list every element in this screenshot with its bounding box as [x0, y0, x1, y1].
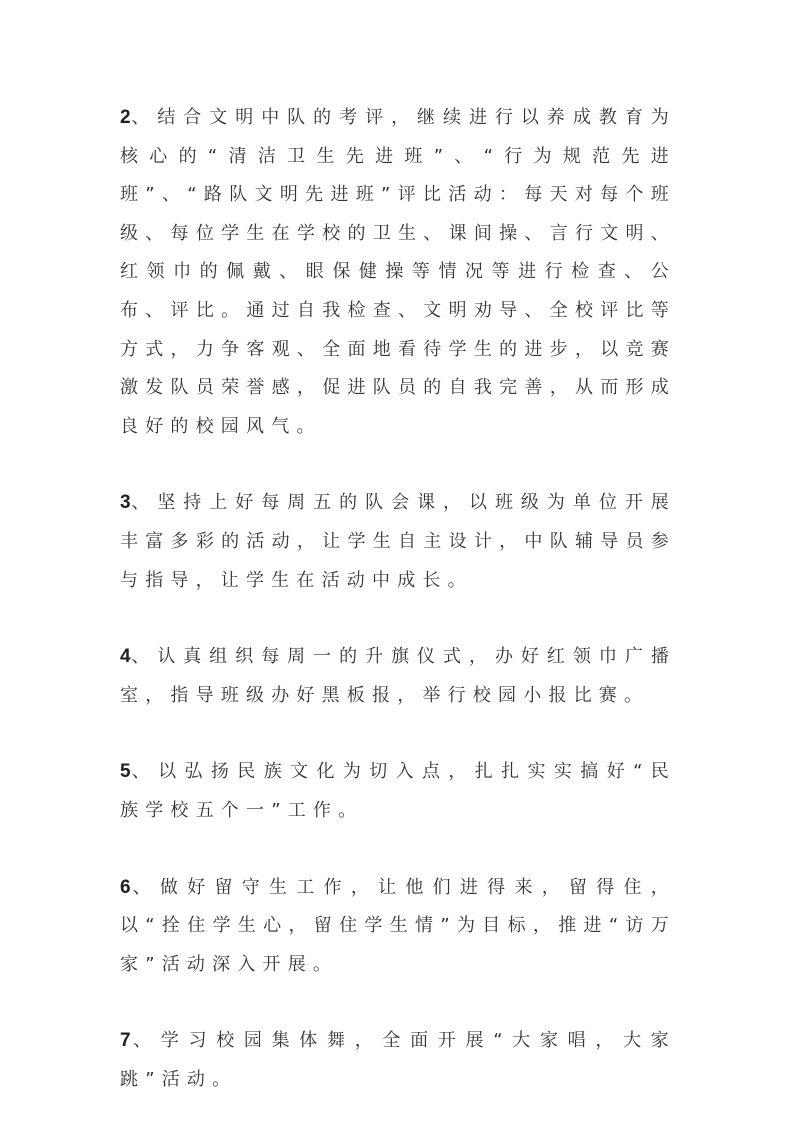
paragraph-item-2: [120, 99, 676, 446]
paragraph-spacer: [120, 600, 676, 638]
paragraph-item-6: [120, 869, 676, 985]
paragraph-text: 、认真组织每周一的升旗仪式，办好红领巾广播室，指导班级办好黑板报，举行校园小报比赛。: [120, 646, 676, 706]
paragraph-item-5: [120, 753, 676, 830]
paragraph-spacer: [120, 831, 676, 869]
paragraph-text: 、坚持上好每周五的队会课，以班级为单位开展丰富多彩的活动，让学生自主设计，中队辅导员参与指导，让学生在活动中成长。: [120, 492, 676, 591]
paragraph-text: 、做好留守生工作，让他们进得来，留得住，以“拴住学生心，留住学生情”为目标，推进“访万家”活动深入开展。: [120, 876, 676, 975]
paragraph-item-3: [120, 484, 676, 600]
item-number: 3: [120, 492, 131, 514]
item-number: 5: [120, 761, 131, 783]
paragraph-spacer: [120, 984, 676, 1022]
paragraph-text: 、结合文明中队的考评，继续进行以养成教育为核心的“清洁卫生先进班”、“行为规范先进班”、“路队文明先进班”评比活动：每天对每个班级、每位学生在学校的卫生、课间操、言行文明、红领巾的佩戴、眼保健操等情况等进行检查、公布、评比。通过自我检查、文明劝导、全校评比等方式，力争客观、全面地看待学生的进步，以竞赛激发队员荣誉感，促进队员的自我完善，从而形成良好的校园风气。: [120, 107, 676, 437]
item-number: 4: [120, 646, 131, 668]
item-number: 7: [120, 1030, 131, 1052]
item-number: 2: [120, 107, 131, 128]
paragraph-text: 、以弘扬民族文化为切入点，扎扎实实搞好“民族学校五个一”工作。: [120, 761, 676, 821]
document-page: [120, 99, 676, 1099]
paragraph-spacer: [120, 446, 676, 484]
paragraph-item-7: [120, 1022, 676, 1099]
paragraph-text: 、学习校园集体舞，全面开展“大家唱，大家跳”活动。: [120, 1030, 676, 1090]
paragraph-spacer: [120, 715, 676, 753]
item-number: 6: [120, 876, 131, 898]
paragraph-item-4: [120, 638, 676, 715]
